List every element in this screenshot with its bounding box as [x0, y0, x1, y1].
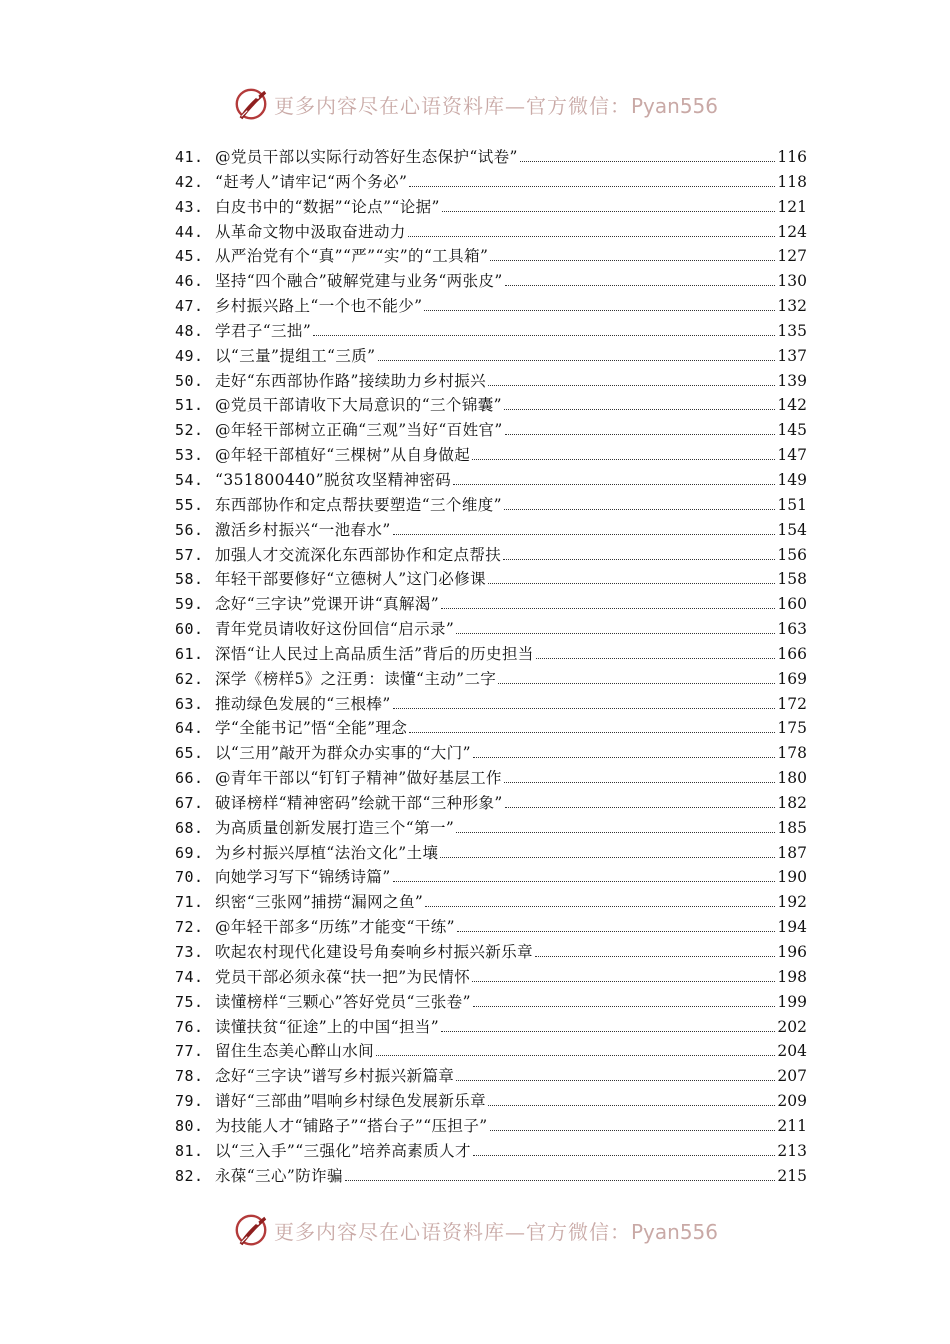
toc-entry-number: 63.: [175, 694, 204, 713]
toc-entry-title: 为技能人才“铺路子”“搭台子”“压担子”: [215, 1116, 488, 1135]
toc-entry-page: 163: [777, 620, 807, 639]
toc-entry-number: 80.: [175, 1116, 204, 1135]
toc-entry[interactable]: [175, 220, 807, 245]
toc-entry-page: 182: [777, 793, 807, 812]
toc-entry-page: 190: [777, 868, 807, 887]
toc-entry-title: 织密“三张网”捕捞“漏网之鱼”: [215, 893, 424, 912]
toc-entry-title: @党员干部请收下大局意识的“三个锦囊”: [215, 396, 502, 415]
toc-entry-page: 135: [777, 321, 807, 340]
toc-dot-leader: [409, 186, 775, 187]
toc-entry[interactable]: [175, 667, 807, 692]
banner-text-id: Pyan556: [630, 1219, 718, 1244]
toc-entry[interactable]: [175, 145, 807, 170]
toc-entry-number: 75.: [175, 992, 204, 1011]
toc-entry[interactable]: [175, 741, 807, 766]
toc-entry-number: 66.: [175, 769, 204, 788]
toc-entry-number: 45.: [175, 247, 204, 266]
toc-entry-number: 54.: [175, 470, 204, 489]
toc-dot-leader: [441, 608, 775, 609]
toc-dot-leader: [456, 633, 775, 634]
toc-entry-number: 70.: [175, 868, 204, 887]
toc-entry-title: 留住生态美心醉山水间: [215, 1042, 375, 1061]
toc-entry-title: 以“三量”提组工“三质”: [215, 346, 376, 365]
toc-entry[interactable]: [175, 865, 807, 890]
toc-entry[interactable]: [175, 940, 807, 965]
toc-dot-leader: [345, 1180, 775, 1181]
toc-dot-leader: [490, 260, 775, 261]
toc-entry-page: 172: [777, 694, 807, 713]
pen-nib-logo-icon: [232, 1211, 270, 1249]
toc-dot-leader: [520, 161, 776, 162]
toc-entry-number: 61.: [175, 644, 204, 663]
toc-entry-title: 读懂扶贫“征途”上的中国“担当”: [215, 1017, 440, 1036]
toc-entry-number: 49.: [175, 346, 204, 365]
toc-entry-title: 向她学习写下“锦绣诗篇”: [215, 868, 391, 887]
toc-entry-number: 76.: [175, 1017, 204, 1036]
toc-entry-number: 58.: [175, 570, 204, 589]
toc-dot-leader: [488, 583, 775, 584]
toc-entry-title: 年轻干部要修好“立德树人”这门必修课: [215, 570, 487, 589]
toc-entry-title: 推动绿色发展的“三根棒”: [215, 694, 391, 713]
toc-entry-number: 56.: [175, 520, 204, 539]
toc-entry-number: 44.: [175, 222, 204, 241]
toc-entry-number: 60.: [175, 620, 204, 639]
toc-entry-title: 破译榜样“精神密码”绘就干部“三种形象”: [215, 793, 503, 812]
toc-entry-title: 吹起农村现代化建设号角奏响乡村振兴新乐章: [215, 943, 534, 961]
toc-dot-leader: [456, 832, 775, 833]
toc-dot-leader: [424, 310, 775, 311]
toc-entry-page: 185: [777, 818, 807, 837]
toc-entry-page: 209: [777, 1092, 807, 1111]
toc-entry-page: 202: [777, 1017, 807, 1036]
toc-dot-leader: [408, 236, 776, 237]
toc-entry[interactable]: [175, 1015, 807, 1040]
toc-entry-title: 念好“三字诀”谱写乡村振兴新篇章: [215, 1067, 455, 1086]
toc-entry-title: 学君子“三拙”: [215, 321, 312, 340]
toc-entry-title: 以“三入手”“三强化”培养高素质人才: [215, 1141, 471, 1160]
toc-entry-page: 145: [777, 421, 807, 440]
toc-entry-title: 深学《榜样5》之汪勇：读懂“主动”二字: [215, 669, 497, 688]
toc-entry-number: 43.: [175, 197, 204, 216]
toc-entry-number: 59.: [175, 595, 204, 614]
toc-entry-number: 53.: [175, 446, 204, 465]
toc-dot-leader: [313, 335, 775, 336]
toc-entry-title: 从革命文物中汲取奋进动力: [215, 222, 406, 241]
toc-dot-leader: [457, 931, 775, 932]
toc-entry-number: 73.: [175, 943, 204, 961]
toc-entry[interactable]: [175, 816, 807, 841]
toc-entry-number: 64.: [175, 719, 204, 738]
toc-entry-page: 139: [777, 371, 807, 390]
toc-entry-title: 永葆“三心”防诈骗: [215, 1166, 343, 1185]
toc-entry-page: 169: [777, 669, 807, 688]
toc-entry[interactable]: [175, 915, 807, 940]
toc-entry-number: 71.: [175, 893, 204, 912]
toc-entry-number: 79.: [175, 1092, 204, 1111]
toc-entry[interactable]: [175, 965, 807, 990]
toc-entry-page: 147: [777, 446, 807, 465]
toc-dot-leader: [393, 881, 776, 882]
toc-entry-title: 坚持“四个融合”破解党建与业务“两张皮”: [215, 272, 503, 291]
toc-entry[interactable]: [175, 567, 807, 592]
toc-entry-number: 74.: [175, 967, 204, 986]
toc-dot-leader: [498, 683, 775, 684]
toc-entry-title: 乡村振兴路上“一个也不能少”: [215, 297, 423, 316]
toc-entry-number: 55.: [175, 495, 204, 514]
toc-entry-title: @年轻干部植好“三棵树”从自身做起: [215, 446, 471, 465]
toc-dot-leader: [535, 956, 775, 957]
toc-entry-page: 160: [777, 595, 807, 614]
toc-entry-number: 50.: [175, 371, 204, 390]
toc-entry[interactable]: [175, 692, 807, 717]
toc-entry-number: 78.: [175, 1067, 204, 1086]
toc-dot-leader: [505, 434, 776, 435]
toc-entry-title: @年轻干部多“历练”才能变“干练”: [215, 918, 455, 937]
toc-dot-leader: [472, 981, 775, 982]
toc-entry-page: 158: [777, 570, 807, 589]
toc-entry[interactable]: [175, 890, 807, 915]
toc-entry-page: 192: [777, 893, 807, 912]
toc-entry[interactable]: [175, 1039, 807, 1064]
toc-entry-number: 42.: [175, 172, 204, 191]
toc-entry-page: 124: [777, 222, 807, 241]
toc-entry[interactable]: [175, 443, 807, 468]
toc-dot-leader: [393, 708, 776, 709]
toc-entry[interactable]: [175, 493, 807, 518]
toc-dot-leader: [378, 360, 776, 361]
toc-entry-number: 81.: [175, 1141, 204, 1160]
toc-dot-leader: [473, 1155, 776, 1156]
toc-entry-title: 念好“三字诀”党课开讲“真解渴”: [215, 595, 440, 614]
toc-entry-page: 187: [777, 843, 807, 862]
toc-entry-title: 以“三用”敲开为群众办实事的“大门”: [215, 744, 471, 763]
toc-entry-number: 67.: [175, 793, 204, 812]
toc-entry-title: 激活乡村振兴“一池春水”: [215, 520, 391, 539]
toc-entry-number: 52.: [175, 421, 204, 440]
toc-entry-title: “351800440”脱贫攻坚精神密码: [215, 470, 452, 489]
toc-entry-title: “赶考人”请牢记“两个务必”: [215, 172, 408, 191]
toc-entry[interactable]: [175, 1064, 807, 1089]
toc-entry[interactable]: [175, 990, 807, 1015]
toc-dot-leader: [453, 484, 775, 485]
toc-entry-page: 151: [777, 495, 807, 514]
footer-banner: [0, 1210, 950, 1250]
toc-entry-page: 142: [777, 396, 807, 415]
toc-entry[interactable]: [175, 269, 807, 294]
toc-entry-page: 211: [777, 1116, 807, 1135]
toc-dot-leader: [504, 782, 775, 783]
pen-nib-logo-icon: [232, 85, 270, 123]
toc-entry-title: 走好“东西部协作路”接续助力乡村振兴: [215, 371, 487, 390]
toc-entry-title: 谱好“三部曲”唱响乡村绿色发展新乐章: [215, 1092, 487, 1111]
toc-entry-page: 175: [777, 719, 807, 738]
toc-dot-leader: [505, 807, 776, 808]
banner-text: [274, 1216, 718, 1245]
toc-entry-page: 194: [777, 918, 807, 937]
toc-dot-leader: [456, 1080, 775, 1081]
toc-entry-title: 学“全能书记”悟“全能”理念: [215, 719, 408, 738]
toc-entry[interactable]: [175, 244, 807, 269]
toc-dot-leader: [505, 285, 776, 286]
toc-entry[interactable]: [175, 170, 807, 195]
toc-entry-number: 72.: [175, 918, 204, 937]
toc-entry-title: 加强人才交流深化东西部协作和定点帮扶: [215, 545, 502, 564]
toc-entry-page: 156: [777, 545, 807, 564]
toc-entry[interactable]: [175, 716, 807, 741]
toc-entry-page: 132: [777, 297, 807, 316]
toc-entry-title: @年轻干部树立正确“三观”当好“百姓官”: [215, 421, 503, 440]
toc-entry-page: 198: [777, 967, 807, 986]
toc-entry-page: 215: [777, 1166, 807, 1185]
toc-entry-title: 从严治党有个“真”“严”“实”的“工具箱”: [215, 247, 489, 266]
toc-dot-leader: [393, 534, 776, 535]
toc-dot-leader: [504, 509, 775, 510]
toc-entry-page: 121: [777, 197, 807, 216]
toc-entry-number: 62.: [175, 669, 204, 688]
banner-text-id: Pyan556: [630, 93, 718, 118]
toc-entry-number: 57.: [175, 545, 204, 564]
toc-entry-title: @党员干部以实际行动答好生态保护“试卷”: [215, 148, 518, 166]
toc-dot-leader: [440, 857, 775, 858]
toc-entry-page: 116: [777, 148, 807, 166]
toc-entry[interactable]: [175, 468, 807, 493]
toc-dot-leader: [441, 1031, 775, 1032]
toc-entry-page: 166: [777, 644, 807, 663]
toc-dot-leader: [473, 757, 776, 758]
toc-entry-title: 白皮书中的“数据”“论点”“论据”: [215, 197, 440, 216]
toc-entry-page: 196: [777, 943, 807, 961]
toc-entry-page: 118: [777, 172, 807, 191]
toc-dot-leader: [425, 906, 775, 907]
toc-entry-title: 东西部协作和定点帮扶要塑造“三个维度”: [215, 495, 502, 514]
toc-entry[interactable]: [175, 791, 807, 816]
header-banner: [0, 84, 950, 124]
toc-entry[interactable]: [175, 518, 807, 543]
toc-dot-leader: [473, 1006, 776, 1007]
toc-entry-number: 77.: [175, 1042, 204, 1061]
toc-entry-title: 读懂榜样“三颗心”答好党员“三张卷”: [215, 992, 471, 1011]
toc-entry-number: 48.: [175, 321, 204, 340]
banner-text-cn: 更多内容尽在心语资料库—官方微信：: [273, 1219, 631, 1244]
toc-entry[interactable]: [175, 1139, 807, 1164]
toc-entry-page: 130: [777, 272, 807, 291]
toc-dot-leader: [503, 559, 775, 560]
toc-entry-number: 82.: [175, 1166, 204, 1185]
toc-entry[interactable]: [175, 418, 807, 443]
toc-entry[interactable]: [175, 195, 807, 220]
toc-entry-page: 213: [777, 1141, 807, 1160]
toc-entry-number: 65.: [175, 744, 204, 763]
toc-entry-number: 68.: [175, 818, 204, 837]
toc-entry[interactable]: [175, 1089, 807, 1114]
toc-entry-page: 204: [777, 1042, 807, 1061]
banner-text: [274, 90, 718, 119]
toc-entry[interactable]: [175, 319, 807, 344]
toc-entry-page: 199: [777, 992, 807, 1011]
toc-dot-leader: [488, 385, 775, 386]
toc-entry-number: 46.: [175, 272, 204, 291]
toc-dot-leader: [376, 1055, 775, 1056]
banner-text-cn: 更多内容尽在心语资料库—官方微信：: [273, 93, 631, 118]
toc-entry-number: 47.: [175, 297, 204, 316]
toc-entry[interactable]: [175, 344, 807, 369]
toc-dot-leader: [504, 409, 775, 410]
toc-entry-number: 69.: [175, 843, 204, 862]
toc-dot-leader: [472, 459, 775, 460]
toc-entry[interactable]: [175, 841, 807, 866]
table-of-contents: [175, 145, 807, 1188]
toc-entry-title: 党员干部必须永葆“扶一把”为民情怀: [215, 967, 471, 986]
toc-dot-leader: [488, 1105, 775, 1106]
toc-entry[interactable]: [175, 766, 807, 791]
toc-entry-page: 137: [777, 346, 807, 365]
toc-entry-title: 青年党员请收好这份回信“启示录”: [215, 620, 455, 639]
toc-entry[interactable]: [175, 294, 807, 319]
toc-dot-leader: [409, 732, 775, 733]
toc-entry-number: 41.: [175, 148, 204, 166]
toc-entry-number: 51.: [175, 396, 204, 415]
toc-dot-leader: [442, 211, 776, 212]
toc-entry[interactable]: [175, 369, 807, 394]
toc-entry-title: 为乡村振兴厚植“法治文化”土壤: [215, 843, 439, 862]
toc-entry[interactable]: [175, 592, 807, 617]
toc-entry[interactable]: [175, 543, 807, 568]
toc-entry[interactable]: [175, 1164, 807, 1189]
toc-entry-page: 207: [777, 1067, 807, 1086]
toc-dot-leader: [490, 1130, 776, 1131]
toc-entry-page: 149: [777, 470, 807, 489]
toc-entry[interactable]: [175, 1114, 807, 1139]
toc-entry-title: 深悟“让人民过上高品质生活”背后的历史担当: [215, 644, 534, 663]
toc-entry-title: 为高质量创新发展打造三个“第一”: [215, 818, 455, 837]
toc-entry-page: 154: [777, 520, 807, 539]
toc-entry[interactable]: [175, 393, 807, 418]
toc-entry[interactable]: [175, 617, 807, 642]
toc-entry-title: @青年干部以“钉钉子精神”做好基层工作: [215, 769, 502, 788]
toc-entry[interactable]: [175, 642, 807, 667]
toc-entry-page: 127: [777, 247, 807, 266]
toc-entry-page: 180: [777, 769, 807, 788]
toc-dot-leader: [536, 658, 776, 659]
toc-entry-page: 178: [777, 744, 807, 763]
